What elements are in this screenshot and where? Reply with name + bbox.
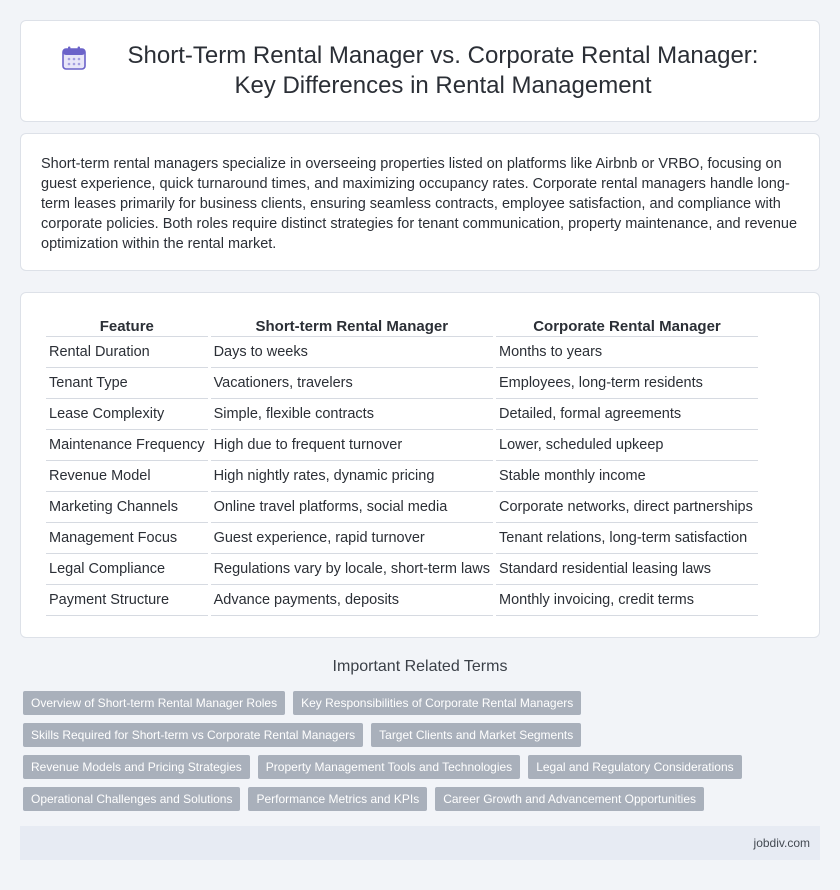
short-term-cell: Online travel platforms, social media: [211, 492, 493, 523]
related-term-tag[interactable]: Operational Challenges and Solutions: [23, 787, 240, 811]
related-terms-title: Important Related Terms: [332, 658, 508, 675]
page-title: Short-Term Rental Manager vs. Corporate Rental Manager: Key Differences in Rental Management: [127, 42, 759, 99]
corporate-cell: Months to years: [496, 337, 758, 368]
related-term-tag[interactable]: Career Growth and Advancement Opportunities: [435, 787, 704, 811]
comparison-table-card: [20, 292, 820, 638]
table-row: [46, 585, 758, 616]
column-header-feature: Feature: [46, 317, 208, 337]
feature-cell: Payment Structure: [46, 585, 208, 616]
feature-cell: Marketing Channels: [46, 492, 208, 523]
related-term-tag[interactable]: Property Management Tools and Technologies: [258, 755, 520, 779]
short-term-cell: High due to frequent turnover: [211, 430, 493, 461]
table-row: [46, 337, 758, 368]
feature-cell: Management Focus: [46, 523, 208, 554]
related-term-tag[interactable]: Legal and Regulatory Considerations: [528, 755, 741, 779]
corporate-cell: Stable monthly income: [496, 461, 758, 492]
intro-card: [20, 133, 820, 271]
table-row: [46, 368, 758, 399]
column-header-short-term: Short-term Rental Manager: [211, 317, 493, 337]
feature-cell: Rental Duration: [46, 337, 208, 368]
feature-cell: Legal Compliance: [46, 554, 208, 585]
calendar-icon: [61, 45, 87, 71]
column-header-corporate: Corporate Rental Manager: [496, 317, 758, 337]
table-row: [46, 492, 758, 523]
related-term-tag[interactable]: Revenue Models and Pricing Strategies: [23, 755, 250, 779]
corporate-cell: Employees, long-term residents: [496, 368, 758, 399]
table-header-row: [46, 317, 758, 337]
related-term-tag[interactable]: Target Clients and Market Segments: [371, 723, 581, 747]
short-term-cell: Simple, flexible contracts: [211, 399, 493, 430]
feature-cell: Tenant Type: [46, 368, 208, 399]
footer: [20, 826, 820, 860]
table-row: [46, 554, 758, 585]
table-row: [46, 461, 758, 492]
related-terms-list: [23, 691, 823, 819]
related-term-tag[interactable]: Performance Metrics and KPIs: [248, 787, 427, 811]
corporate-cell: Standard residential leasing laws: [496, 554, 758, 585]
feature-cell: Revenue Model: [46, 461, 208, 492]
feature-cell: Lease Complexity: [46, 399, 208, 430]
short-term-cell: Advance payments, deposits: [211, 585, 493, 616]
corporate-cell: Monthly invoicing, credit terms: [496, 585, 758, 616]
intro-paragraph: Short-term rental managers specialize in overseeing properties listed on platforms like Airbnb or VRBO, focusing on guest experience, quick turnaround times, and maximizing occupancy rates. Corporate rental managers handle long-term leases primarily for business clients, ensuring seamless contracts, employee satisfaction, and compliance with corporate policies. Both roles require distinct strategies for tenant communication, property maintenance, and revenue optimization within the rental market.: [41, 156, 798, 252]
feature-cell: Maintenance Frequency: [46, 430, 208, 461]
table-row: [46, 399, 758, 430]
header-card: [20, 20, 820, 122]
short-term-cell: Days to weeks: [211, 337, 493, 368]
table-row: [46, 430, 758, 461]
footer-site-link[interactable]: jobdiv.com: [753, 836, 810, 850]
corporate-cell: Lower, scheduled upkeep: [496, 430, 758, 461]
corporate-cell: Tenant relations, long-term satisfaction: [496, 523, 758, 554]
related-term-tag[interactable]: Skills Required for Short-term vs Corporate Rental Managers: [23, 723, 363, 747]
short-term-cell: Guest experience, rapid turnover: [211, 523, 493, 554]
short-term-cell: Vacationers, travelers: [211, 368, 493, 399]
related-term-tag[interactable]: Key Responsibilities of Corporate Rental Managers: [293, 691, 581, 715]
table-body: [46, 337, 758, 616]
short-term-cell: Regulations vary by locale, short-term laws: [211, 554, 493, 585]
corporate-cell: Detailed, formal agreements: [496, 399, 758, 430]
related-term-tag[interactable]: Overview of Short-term Rental Manager Roles: [23, 691, 285, 715]
comparison-table: [43, 317, 761, 616]
table-row: [46, 523, 758, 554]
short-term-cell: High nightly rates, dynamic pricing: [211, 461, 493, 492]
corporate-cell: Corporate networks, direct partnerships: [496, 492, 758, 523]
